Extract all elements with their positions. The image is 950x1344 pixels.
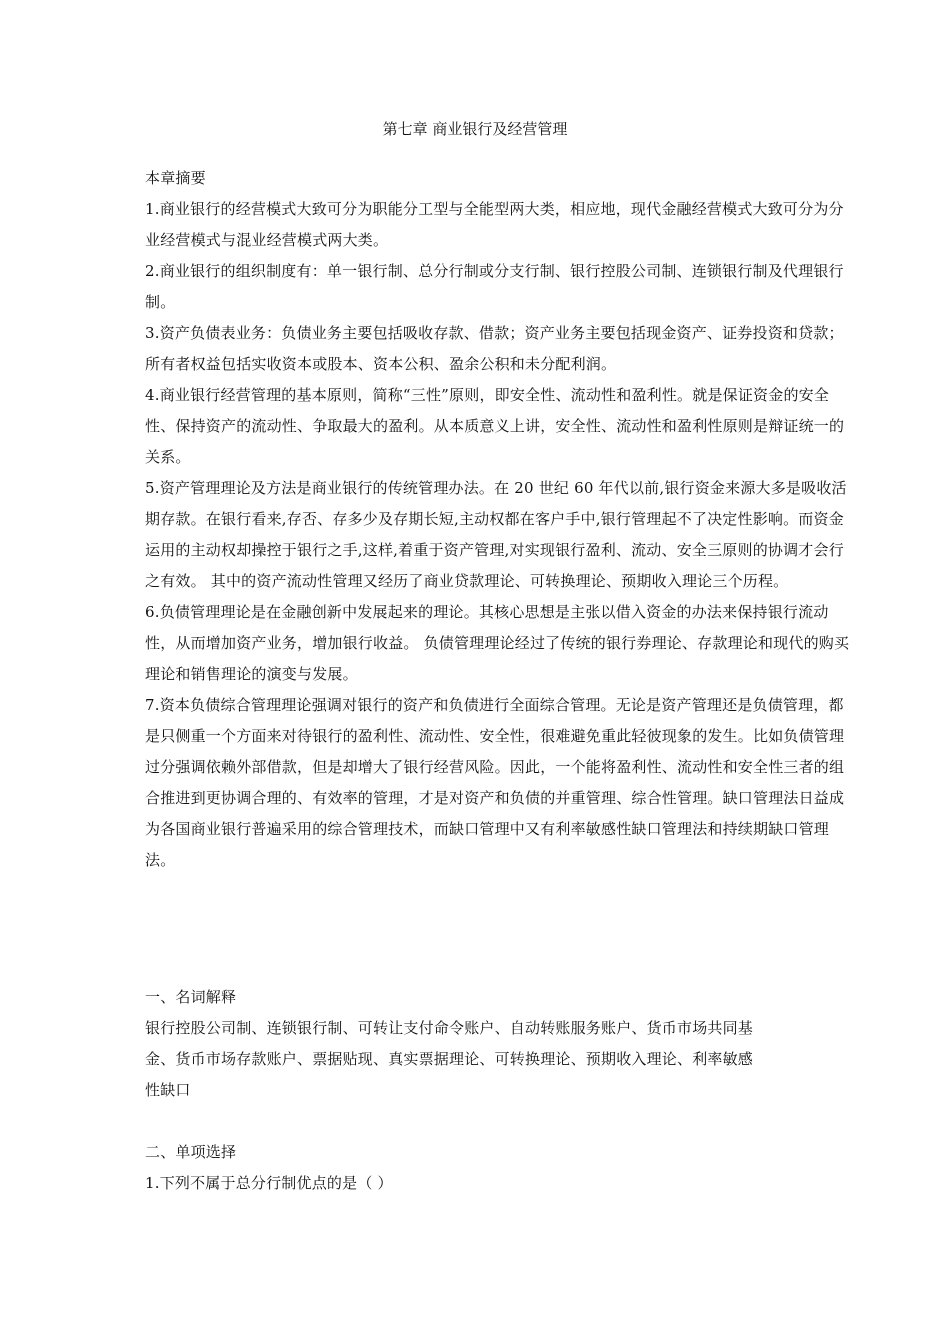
section1-heading: 一、名词解释 bbox=[145, 988, 237, 1006]
summary-item-6: 6.负债管理理论是在金融创新中发展起来的理论。其核心思想是主张以借入资金的办法来保持银行流动性，从而增加资产业务，增加银行收益。 负债管理理论经过了传统的银行券理论、存款理论和现代的购买理论和销售理论的演变与发展。 bbox=[145, 603, 850, 683]
summary-item-3: 3.资产负债表业务：负债业务主要包括吸收存款、借款；资产业务主要包括现金资产、证券投资和贷款；所有者权益包括实收资本或股本、资本公积、盈余公积和未分配利润。 bbox=[145, 324, 844, 373]
summary-item-5: 5.资产管理理论及方法是商业银行的传统管理办法。在 20 世纪 60 年代以前,银行资金来源大多是吸收活期存款。在银行看来,存否、存多少及存期长短,主动权都在客户手中,银行管理起不了决定性影响。而资金运用的主动权却操控于银行之手,这样,着重于资产管理,对实现银行盈利、流动、安全三原则的协调才会行之有效。 其中的资产流动性管理又经历了商业贷款理论、可转换理论、预期收入理论三个历程。 bbox=[145, 479, 847, 590]
term-line-3: 性缺口 bbox=[145, 1081, 191, 1099]
section-gap-small bbox=[145, 1106, 853, 1137]
section2-heading: 二、单项选择 bbox=[145, 1143, 237, 1161]
term-line-1: 银行控股公司制、连锁银行制、可转让支付命令账户、自动转账服务账户、货币市场共同基 bbox=[145, 1019, 754, 1037]
term-line-2: 金、货币市场存款账户、票据贴现、真实票据理论、可转换理论、预期收入理论、利率敏感 bbox=[145, 1050, 754, 1068]
summary-heading: 本章摘要 bbox=[145, 169, 206, 187]
summary-item-2: 2.商业银行的组织制度有：单一银行制、总分行制或分支行制、银行控股公司制、连锁银行制及代理银行制。 bbox=[145, 262, 844, 311]
term-list bbox=[145, 1013, 853, 1106]
summary-item-4: 4.商业银行经营管理的基本原则，简称“三性”原则，即安全性、流动性和盈利性。就是保证资金的安全性、保持资产的流动性、争取最大的盈利。从本质意义上讲，安全性、流动性和盈利性原则是辩证统一的关系。 bbox=[145, 386, 845, 466]
question-1: 1.下列不属于总分行制优点的是（ ） bbox=[145, 1174, 393, 1192]
document-body bbox=[145, 163, 853, 1199]
section-gap bbox=[145, 876, 853, 982]
summary-item-1: 1.商业银行的经营模式大致可分为职能分工型与全能型两大类，相应地，现代金融经营模式大致可分为分业经营模式与混业经营模式两大类。 bbox=[145, 200, 844, 249]
summary-item-7: 7.资本负债综合管理理论强调对银行的资产和负债进行全面综合管理。无论是资产管理还是负债管理，都是只侧重一个方面来对待银行的盈利性、流动性、安全性，很难避免重此轻彼现象的发生。比如负债管理过分强调依赖外部借款，但是却增大了银行经营风险。因此，一个能将盈利性、流动性和安全性三者的组合推进到更协调合理的、有效率的管理，才是对资产和负债的并重管理、综合性管理。缺口管理法日益成为各国商业银行普遍采用的综合管理技术，而缺口管理中又有利率敏感性缺口管理法和持续期缺口管理法。 bbox=[145, 696, 845, 869]
chapter-title: 第七章 商业银行及经营管理 bbox=[382, 120, 568, 138]
